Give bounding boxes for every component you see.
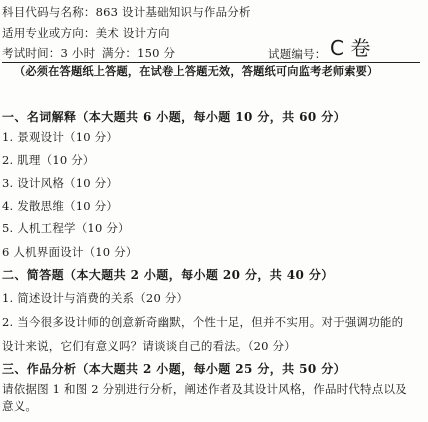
list-item: 6 人机界面设计（10 分）	[2, 245, 138, 259]
paper-code-label: 试题编号：	[268, 47, 327, 61]
list-item: 3. 设计风格（10 分）	[2, 176, 119, 190]
list-item: 2. 肌理（10 分）	[2, 153, 95, 167]
paper-code: C 卷	[330, 36, 371, 60]
section2-heading: 二、简答题（本大题共 2 小题，每小题 20 分，共 40 分）	[2, 268, 334, 282]
major-line: 适用专业或方向：美术 设计方向	[2, 26, 170, 40]
list-item: 1. 景观设计（10 分）	[2, 130, 119, 144]
section3-line1: 请依据图 1 和图 2 分别进行分析，阐述作者及其设计风格，作品时代特点以及	[2, 382, 407, 396]
full-score: 满分：150 分	[102, 46, 176, 60]
subject-line: 科目代码与名称：863 设计基础知识与作品分析	[2, 5, 251, 19]
section1-heading: 一、名词解释（本大题共 6 小题，每小题 10 分，共 60 分）	[2, 110, 347, 124]
section3-line2: 意义。	[2, 399, 38, 413]
list-item: 5. 人机工程学（10 分）	[2, 221, 130, 235]
question-2-2-line2: 设计来说，它们有意义吗？请谈谈自己的看法。（20 分）	[2, 339, 296, 353]
question-2-2-line1: 2. 当今很多设计师的创意新奇幽默，个性十足，但并不实用。对于强调功能的	[2, 315, 404, 329]
section3-heading: 三、作品分析（本大题共 2 小题，每小题 25 分，共 50 分）	[2, 362, 347, 376]
question-2-1: 1. 简述设计与消费的关系（20 分）	[2, 291, 189, 305]
list-item: 4. 发散思维（10 分）	[2, 199, 119, 213]
exam-time: 考试时间：3 小时	[2, 46, 96, 60]
answer-notice: （必须在答题纸上答题，在试卷上答题无效，答题纸可向监考老师索要）	[14, 64, 379, 78]
